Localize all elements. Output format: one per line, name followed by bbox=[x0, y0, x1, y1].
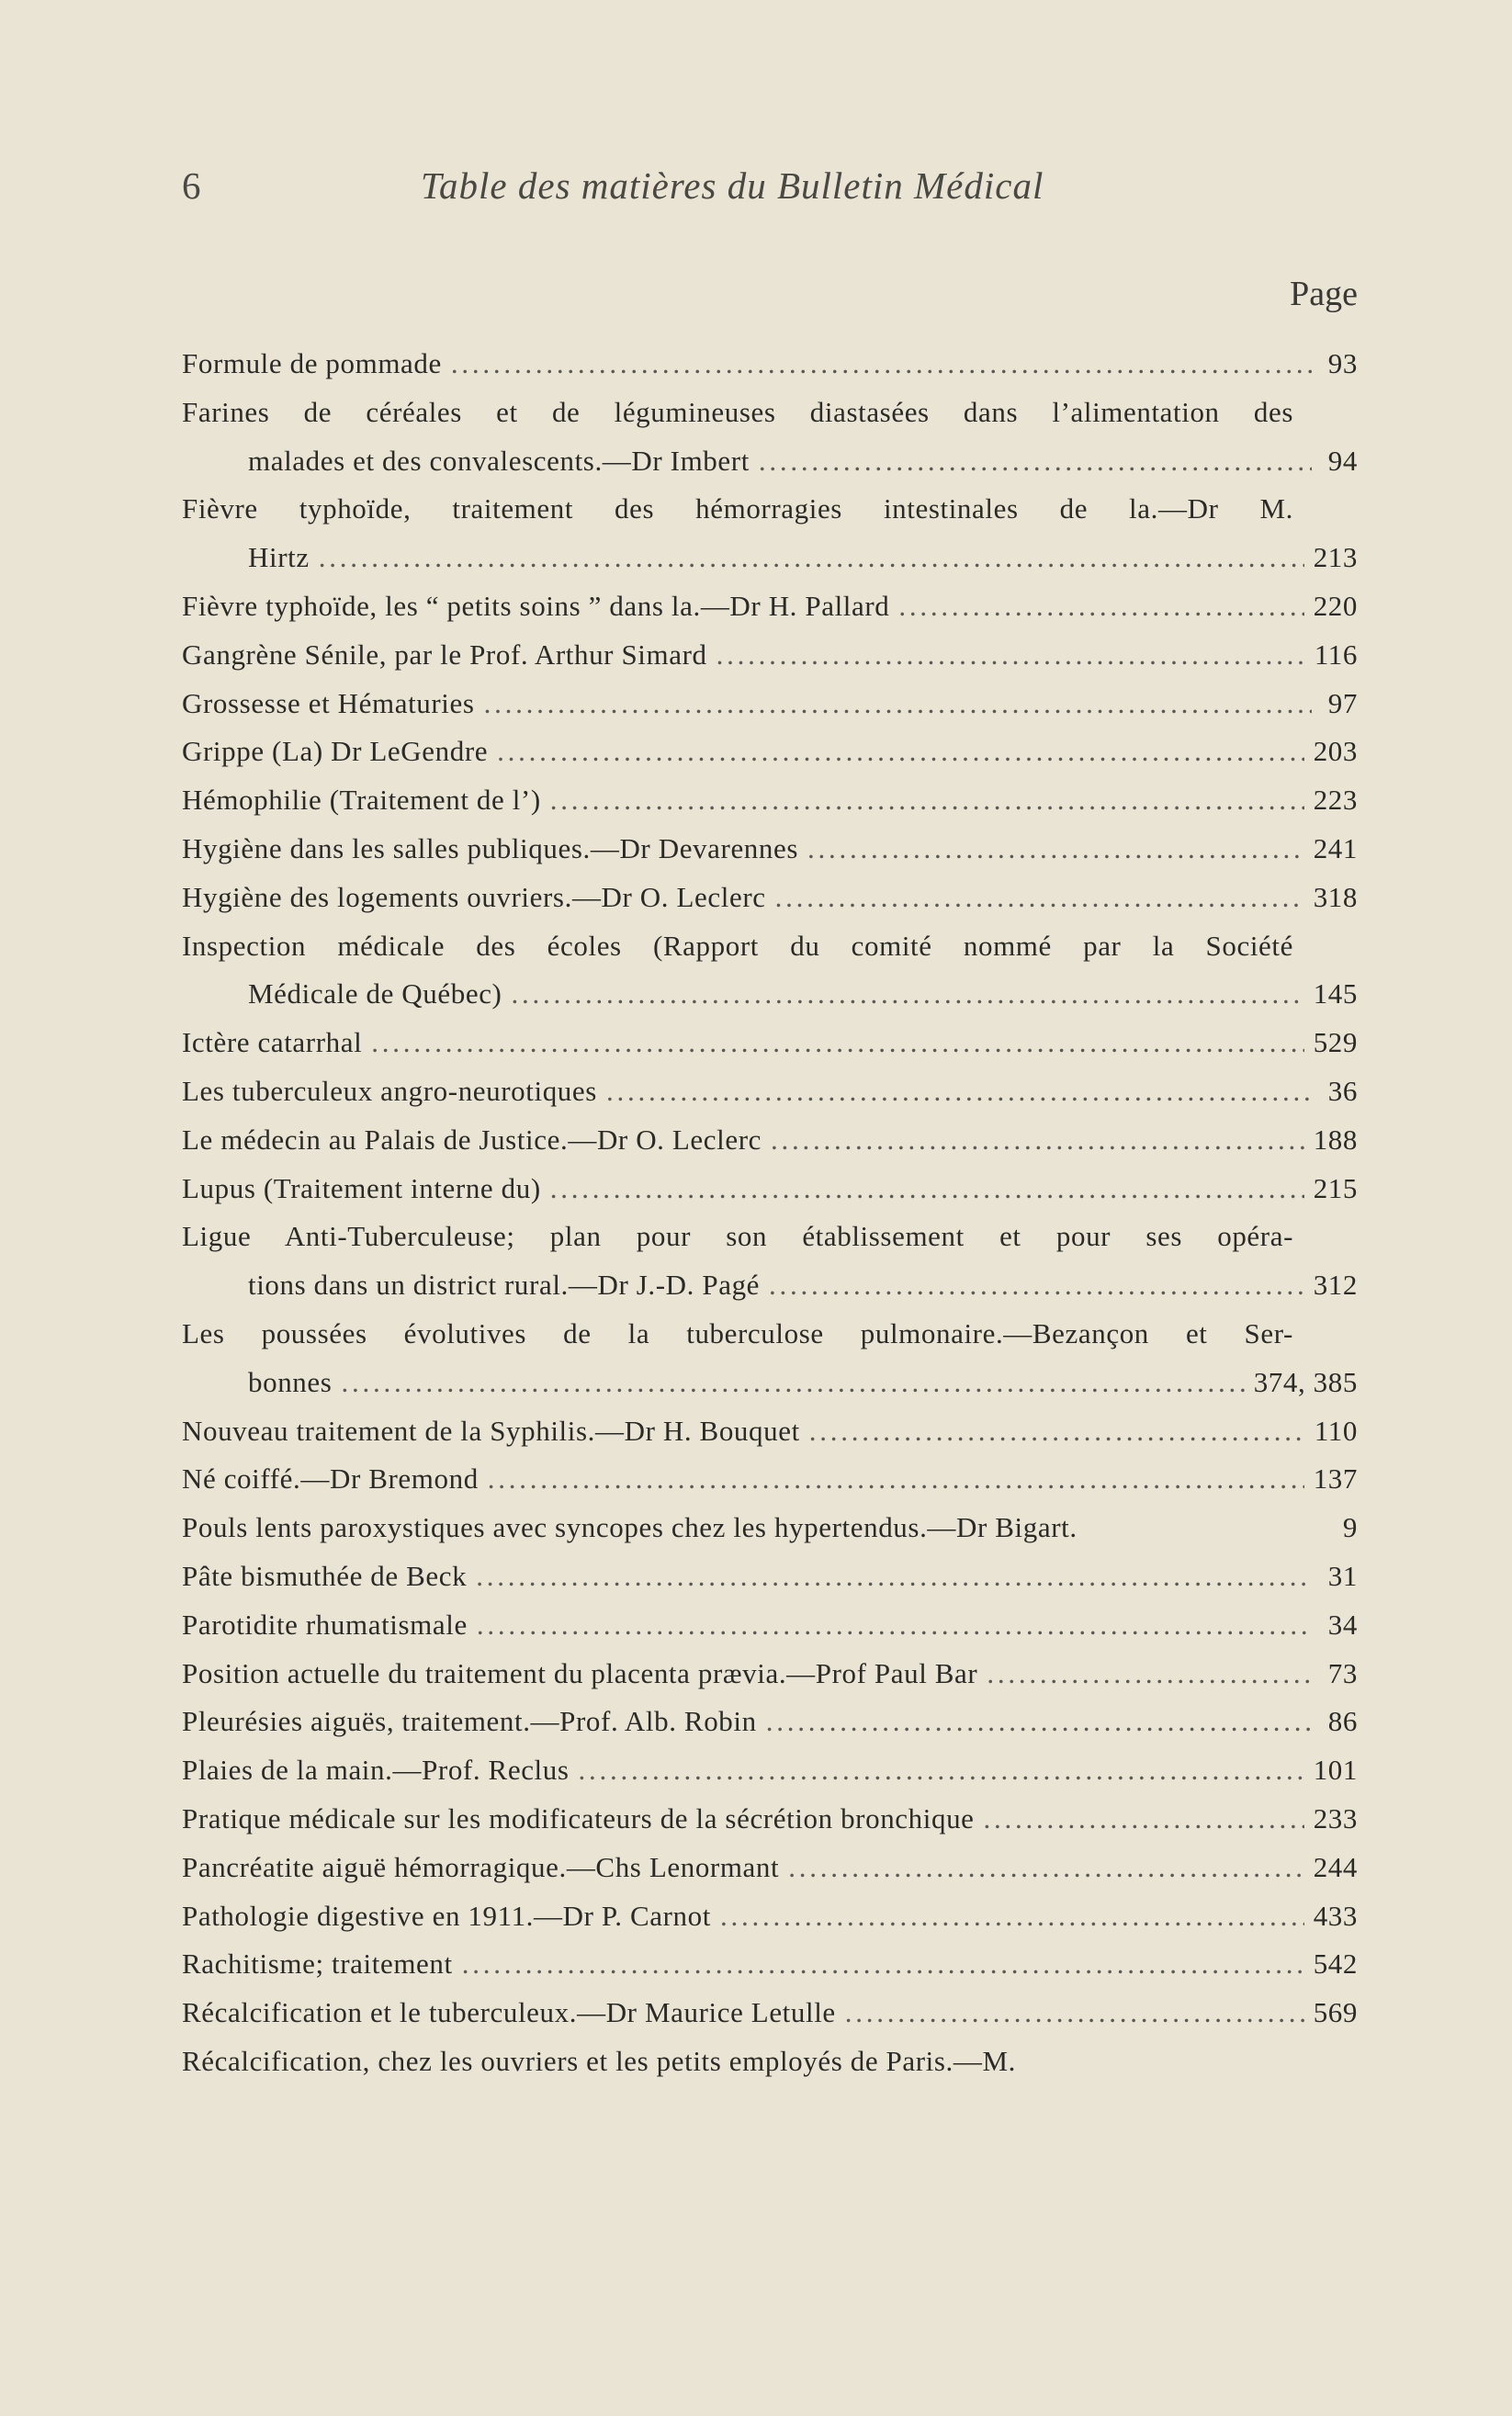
table-of-contents bbox=[182, 340, 1358, 2086]
toc-entry bbox=[182, 680, 1358, 728]
toc-entry-text: Gangrène Sénile, par le Prof. Arthur Simard bbox=[182, 638, 707, 671]
toc-entry-text: Les poussées évolutives de la tuberculose pulmonaire.—Bezançon et Ser- bbox=[182, 1316, 1293, 1349]
toc-entry-page: 318 bbox=[1313, 880, 1358, 913]
dot-leader bbox=[488, 1455, 1304, 1504]
toc-entry-text: Les tuberculeux angro-neurotiques bbox=[182, 1074, 597, 1107]
dot-leader bbox=[717, 631, 1305, 680]
toc-entry bbox=[182, 1116, 1358, 1165]
toc-entry bbox=[182, 874, 1358, 922]
toc-entry-text: Pouls lents paroxystiques avec syncopes chez les hypertendus.—Dr Bigart. bbox=[182, 1511, 1078, 1544]
toc-entry-page: 312 bbox=[1313, 1269, 1358, 1302]
toc-entry-page: 213 bbox=[1313, 541, 1358, 574]
toc-entry-page: 223 bbox=[1313, 784, 1358, 817]
toc-entry-text: Formule de pommade bbox=[182, 347, 442, 379]
toc-entry-text: Ligue Anti-Tuberculeuse; plan pour son établissement et pour ses opéra- bbox=[182, 1220, 1293, 1253]
toc-entry-text: Rachitisme; traitement bbox=[182, 1947, 453, 1981]
toc-entry bbox=[182, 1940, 1358, 1989]
toc-entry-page: 94 bbox=[1327, 444, 1358, 477]
dot-leader bbox=[371, 1019, 1303, 1067]
toc-entry-page: 110 bbox=[1314, 1414, 1358, 1447]
toc-entry bbox=[182, 1650, 1358, 1699]
toc-entry-text: Pâte bismuthée de Beck bbox=[182, 1559, 468, 1592]
toc-entry-text: Récalcification et le tuberculeux.—Dr Maurice Letulle bbox=[182, 1996, 836, 2029]
toc-entry-text: Hygiène des logements ouvriers.—Dr O. Leclerc bbox=[182, 880, 766, 913]
toc-entry-page: 86 bbox=[1327, 1705, 1358, 1738]
dot-leader bbox=[769, 1261, 1304, 1310]
toc-entry bbox=[182, 2038, 1358, 2086]
toc-entry bbox=[182, 825, 1358, 874]
dot-leader bbox=[550, 776, 1304, 825]
toc-entry-text: Récalcification, chez les ouvriers et les petits employés de Paris.—M. bbox=[182, 2044, 1017, 2077]
toc-entry bbox=[182, 1213, 1358, 1310]
toc-entry bbox=[182, 1795, 1358, 1844]
toc-entry bbox=[182, 1019, 1358, 1067]
toc-entry bbox=[182, 1698, 1358, 1746]
toc-entry-page: 101 bbox=[1313, 1754, 1358, 1787]
dot-leader bbox=[766, 1698, 1312, 1746]
toc-entry bbox=[182, 1455, 1358, 1504]
dot-leader bbox=[341, 1359, 1244, 1407]
toc-entry bbox=[182, 728, 1358, 776]
toc-entry-page: 542 bbox=[1313, 1947, 1358, 1981]
dot-leader bbox=[462, 1940, 1304, 1989]
dot-leader bbox=[788, 1844, 1303, 1892]
toc-entry-page: 93 bbox=[1327, 347, 1358, 379]
toc-entry-page: 203 bbox=[1313, 735, 1358, 768]
toc-entry bbox=[182, 1552, 1358, 1601]
dot-leader bbox=[606, 1067, 1312, 1116]
toc-entry bbox=[182, 1067, 1358, 1116]
toc-entry-page: 244 bbox=[1313, 1850, 1358, 1883]
toc-entry-page: 97 bbox=[1327, 686, 1358, 719]
dot-leader bbox=[759, 437, 1312, 486]
toc-entry-text: tions dans un district rural.—Dr J.-D. Pagé bbox=[248, 1269, 761, 1302]
toc-entry-text: Grossesse et Hématuries bbox=[182, 686, 475, 719]
toc-entry-text: Hygiène dans les salles publiques.—Dr Devarennes bbox=[182, 831, 799, 864]
toc-entry bbox=[182, 389, 1358, 486]
dot-leader bbox=[550, 1165, 1304, 1214]
toc-entry bbox=[182, 582, 1358, 631]
toc-entry-text: Position actuelle du traitement du placenta prævia.—Prof Paul Bar bbox=[182, 1656, 978, 1689]
toc-entry bbox=[182, 1892, 1358, 1941]
toc-entry-text: Médicale de Québec) bbox=[248, 977, 502, 1010]
toc-entry bbox=[182, 1746, 1358, 1795]
toc-entry-page: 241 bbox=[1313, 831, 1358, 864]
page-column-label: Page bbox=[1290, 275, 1358, 313]
dot-leader bbox=[497, 728, 1304, 776]
toc-entry-text: Fièvre typhoïde, les “ petits soins ” dans la.—Dr H. Pallard bbox=[182, 589, 890, 622]
toc-entry bbox=[182, 340, 1358, 389]
toc-entry-page: 145 bbox=[1313, 977, 1358, 1010]
dot-leader bbox=[476, 1552, 1312, 1601]
dot-leader bbox=[807, 825, 1304, 874]
toc-entry bbox=[182, 631, 1358, 680]
dot-leader bbox=[511, 970, 1303, 1019]
toc-entry-text: Pancréatite aiguë hémorragique.—Chs Lenormant bbox=[182, 1850, 780, 1883]
toc-entry-text: Hirtz bbox=[248, 541, 310, 574]
toc-entry-text: Ictère catarrhal bbox=[182, 1026, 363, 1059]
dot-leader bbox=[809, 1407, 1305, 1456]
toc-entry-text: Farines de céréales et de légumineuses diastasées dans l’alimentation des bbox=[182, 395, 1293, 428]
toc-entry-page: 137 bbox=[1313, 1462, 1358, 1496]
toc-entry bbox=[182, 1504, 1358, 1552]
dot-leader bbox=[579, 1746, 1304, 1795]
toc-entry bbox=[182, 1165, 1358, 1214]
toc-entry-text: Pleurésies aiguës, traitement.—Prof. Alb. Robin bbox=[182, 1705, 757, 1738]
toc-entry-page: 31 bbox=[1327, 1559, 1358, 1592]
toc-entry bbox=[182, 1601, 1358, 1650]
toc-entry-page: 233 bbox=[1313, 1801, 1358, 1835]
toc-entry bbox=[182, 1844, 1358, 1892]
toc-entry-page: 116 bbox=[1314, 638, 1358, 671]
toc-entry-text: bonnes bbox=[248, 1365, 333, 1398]
toc-entry-page: 36 bbox=[1327, 1074, 1358, 1107]
toc-entry-page: 9 bbox=[1342, 1511, 1358, 1544]
toc-entry-text: Grippe (La) Dr LeGendre bbox=[182, 735, 489, 768]
toc-entry-page: 374, 385 bbox=[1253, 1365, 1358, 1398]
toc-entry bbox=[182, 1310, 1358, 1407]
toc-entry bbox=[182, 485, 1358, 582]
toc-entry-page: 433 bbox=[1313, 1899, 1358, 1932]
toc-entry-text: Pratique médicale sur les modificateurs de la sécrétion bronchique bbox=[182, 1801, 975, 1835]
toc-entry-text: Plaies de la main.—Prof. Reclus bbox=[182, 1754, 570, 1787]
toc-entry-text: Hémophilie (Traitement de l’) bbox=[182, 784, 541, 817]
dot-leader bbox=[771, 1116, 1304, 1165]
toc-entry-text: malades et des convalescents.—Dr Imbert bbox=[248, 444, 750, 477]
toc-entry bbox=[182, 1407, 1358, 1456]
dot-leader bbox=[984, 1795, 1304, 1844]
dot-leader bbox=[898, 582, 1303, 631]
dot-leader bbox=[451, 340, 1312, 389]
dot-leader bbox=[319, 534, 1304, 582]
toc-entry-text: Inspection médicale des écoles (Rapport du comité nommé par la Société bbox=[182, 929, 1293, 962]
toc-entry-text: Né coiffé.—Dr Bremond bbox=[182, 1462, 479, 1496]
toc-entry-text: Fièvre typhoïde, traitement des hémorragies intestinales de la.—Dr M. bbox=[182, 492, 1293, 525]
dot-leader bbox=[845, 1989, 1304, 2038]
toc-entry-text: Le médecin au Palais de Justice.—Dr O. Leclerc bbox=[182, 1123, 762, 1156]
running-title: Table des matières du Bulletin Médical bbox=[421, 164, 1044, 207]
toc-entry-page: 569 bbox=[1313, 1996, 1358, 2029]
toc-entry-page: 220 bbox=[1313, 589, 1358, 622]
toc-entry-text: Pathologie digestive en 1911.—Dr P. Carnot bbox=[182, 1899, 711, 1932]
toc-entry-text: Nouveau traitement de la Syphilis.—Dr H. Bouquet bbox=[182, 1414, 800, 1447]
dot-leader bbox=[477, 1601, 1312, 1650]
toc-entry-page: 34 bbox=[1327, 1608, 1358, 1641]
toc-entry bbox=[182, 776, 1358, 825]
toc-entry-page: 215 bbox=[1313, 1171, 1358, 1204]
toc-entry bbox=[182, 922, 1358, 1020]
page-number: 6 bbox=[182, 164, 201, 207]
dot-leader bbox=[987, 1650, 1312, 1699]
toc-entry-text: Lupus (Traitement interne du) bbox=[182, 1171, 541, 1204]
toc-entry-page: 529 bbox=[1313, 1026, 1358, 1059]
toc-entry-text: Parotidite rhumatismale bbox=[182, 1608, 468, 1641]
dot-leader bbox=[775, 874, 1304, 922]
toc-entry-page: 73 bbox=[1327, 1656, 1358, 1689]
toc-entry-page: 188 bbox=[1313, 1123, 1358, 1156]
toc-entry bbox=[182, 1989, 1358, 2038]
dot-leader bbox=[484, 680, 1312, 728]
dot-leader bbox=[720, 1892, 1304, 1941]
